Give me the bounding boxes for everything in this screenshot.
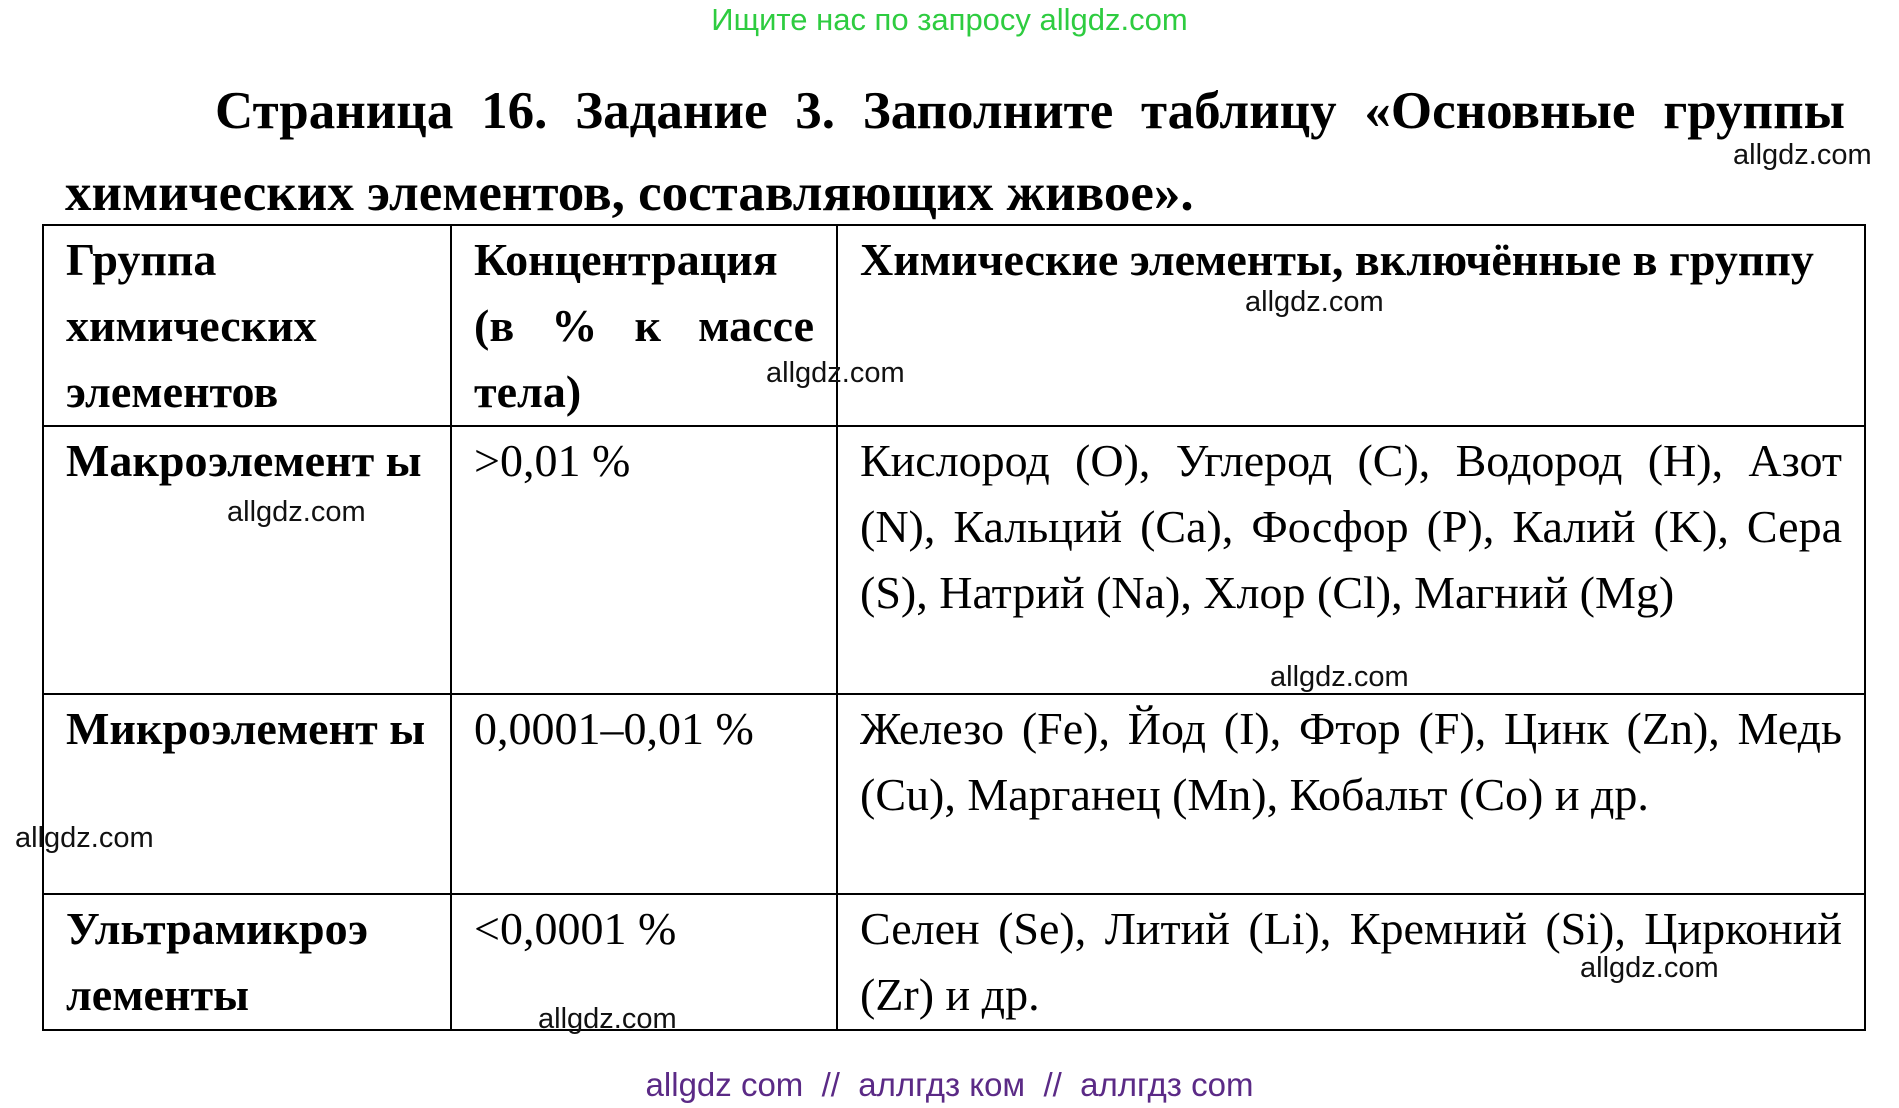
top-banner: Ищите нас по запросу allgdz.com [711,2,1188,37]
bottom-footer: allgdz com // аллгдз ком // аллгдз com [645,1066,1254,1103]
title-line-1: Страница 16. Задание 3. Заполните таблицу «Основные [215,82,1636,140]
watermark: allgdz.com [1580,952,1719,984]
cell-concentration-micro: 0,0001–0,01 % [451,694,837,894]
watermark: allgdz.com [1270,661,1409,693]
watermark: allgdz.com [15,822,154,854]
table-row [43,694,1865,894]
cell-elements-macro: Кислород (O), Углерод (C), Водород (H), Азот (N), Кальций (Ca), Фосфор (P), Калий (K), Сера (S), Натрий (Na), Хлор (Cl), Магний (Mg) [837,426,1865,694]
cell-elements-ultra: Селен (Se), Литий (Li), Кремний (Si), Цирконий (Zr) и др. [837,894,1865,1030]
watermark: allgdz.com [1733,139,1872,171]
title-line-2: группы химических элементов, составляющих живое». [65,82,1846,222]
table-header-row [43,225,1865,426]
cell-group-ultra: Ультрамикроэ лементы [43,894,451,1030]
elements-table [42,224,1866,1031]
header-elements: Химические элементы, включённые в группу [837,225,1865,426]
watermark: allgdz.com [538,1003,677,1035]
header-concentration: Концентрация (в % к массе тела) [451,225,837,426]
table-row [43,426,1865,694]
watermark: allgdz.com [1245,286,1384,318]
watermark: allgdz.com [766,357,905,389]
cell-concentration-macro: >0,01 % [451,426,837,694]
watermark: allgdz.com [227,496,366,528]
cell-concentration-ultra: <0,0001 % [451,894,837,1030]
header-group: Группа химических элементов [43,225,451,426]
cell-group-micro: Микроэлемент ы [43,694,451,894]
page-title [65,70,1845,234]
elements-table-wrap [42,224,1864,1031]
cell-elements-micro: Железо (Fe), Йод (I), Фтор (F), Цинк (Zn), Медь (Cu), Марганец (Mn), Кобальт (Co) и др. [837,694,1865,894]
cell-group-macro: Макроэлемент ы [43,426,451,694]
